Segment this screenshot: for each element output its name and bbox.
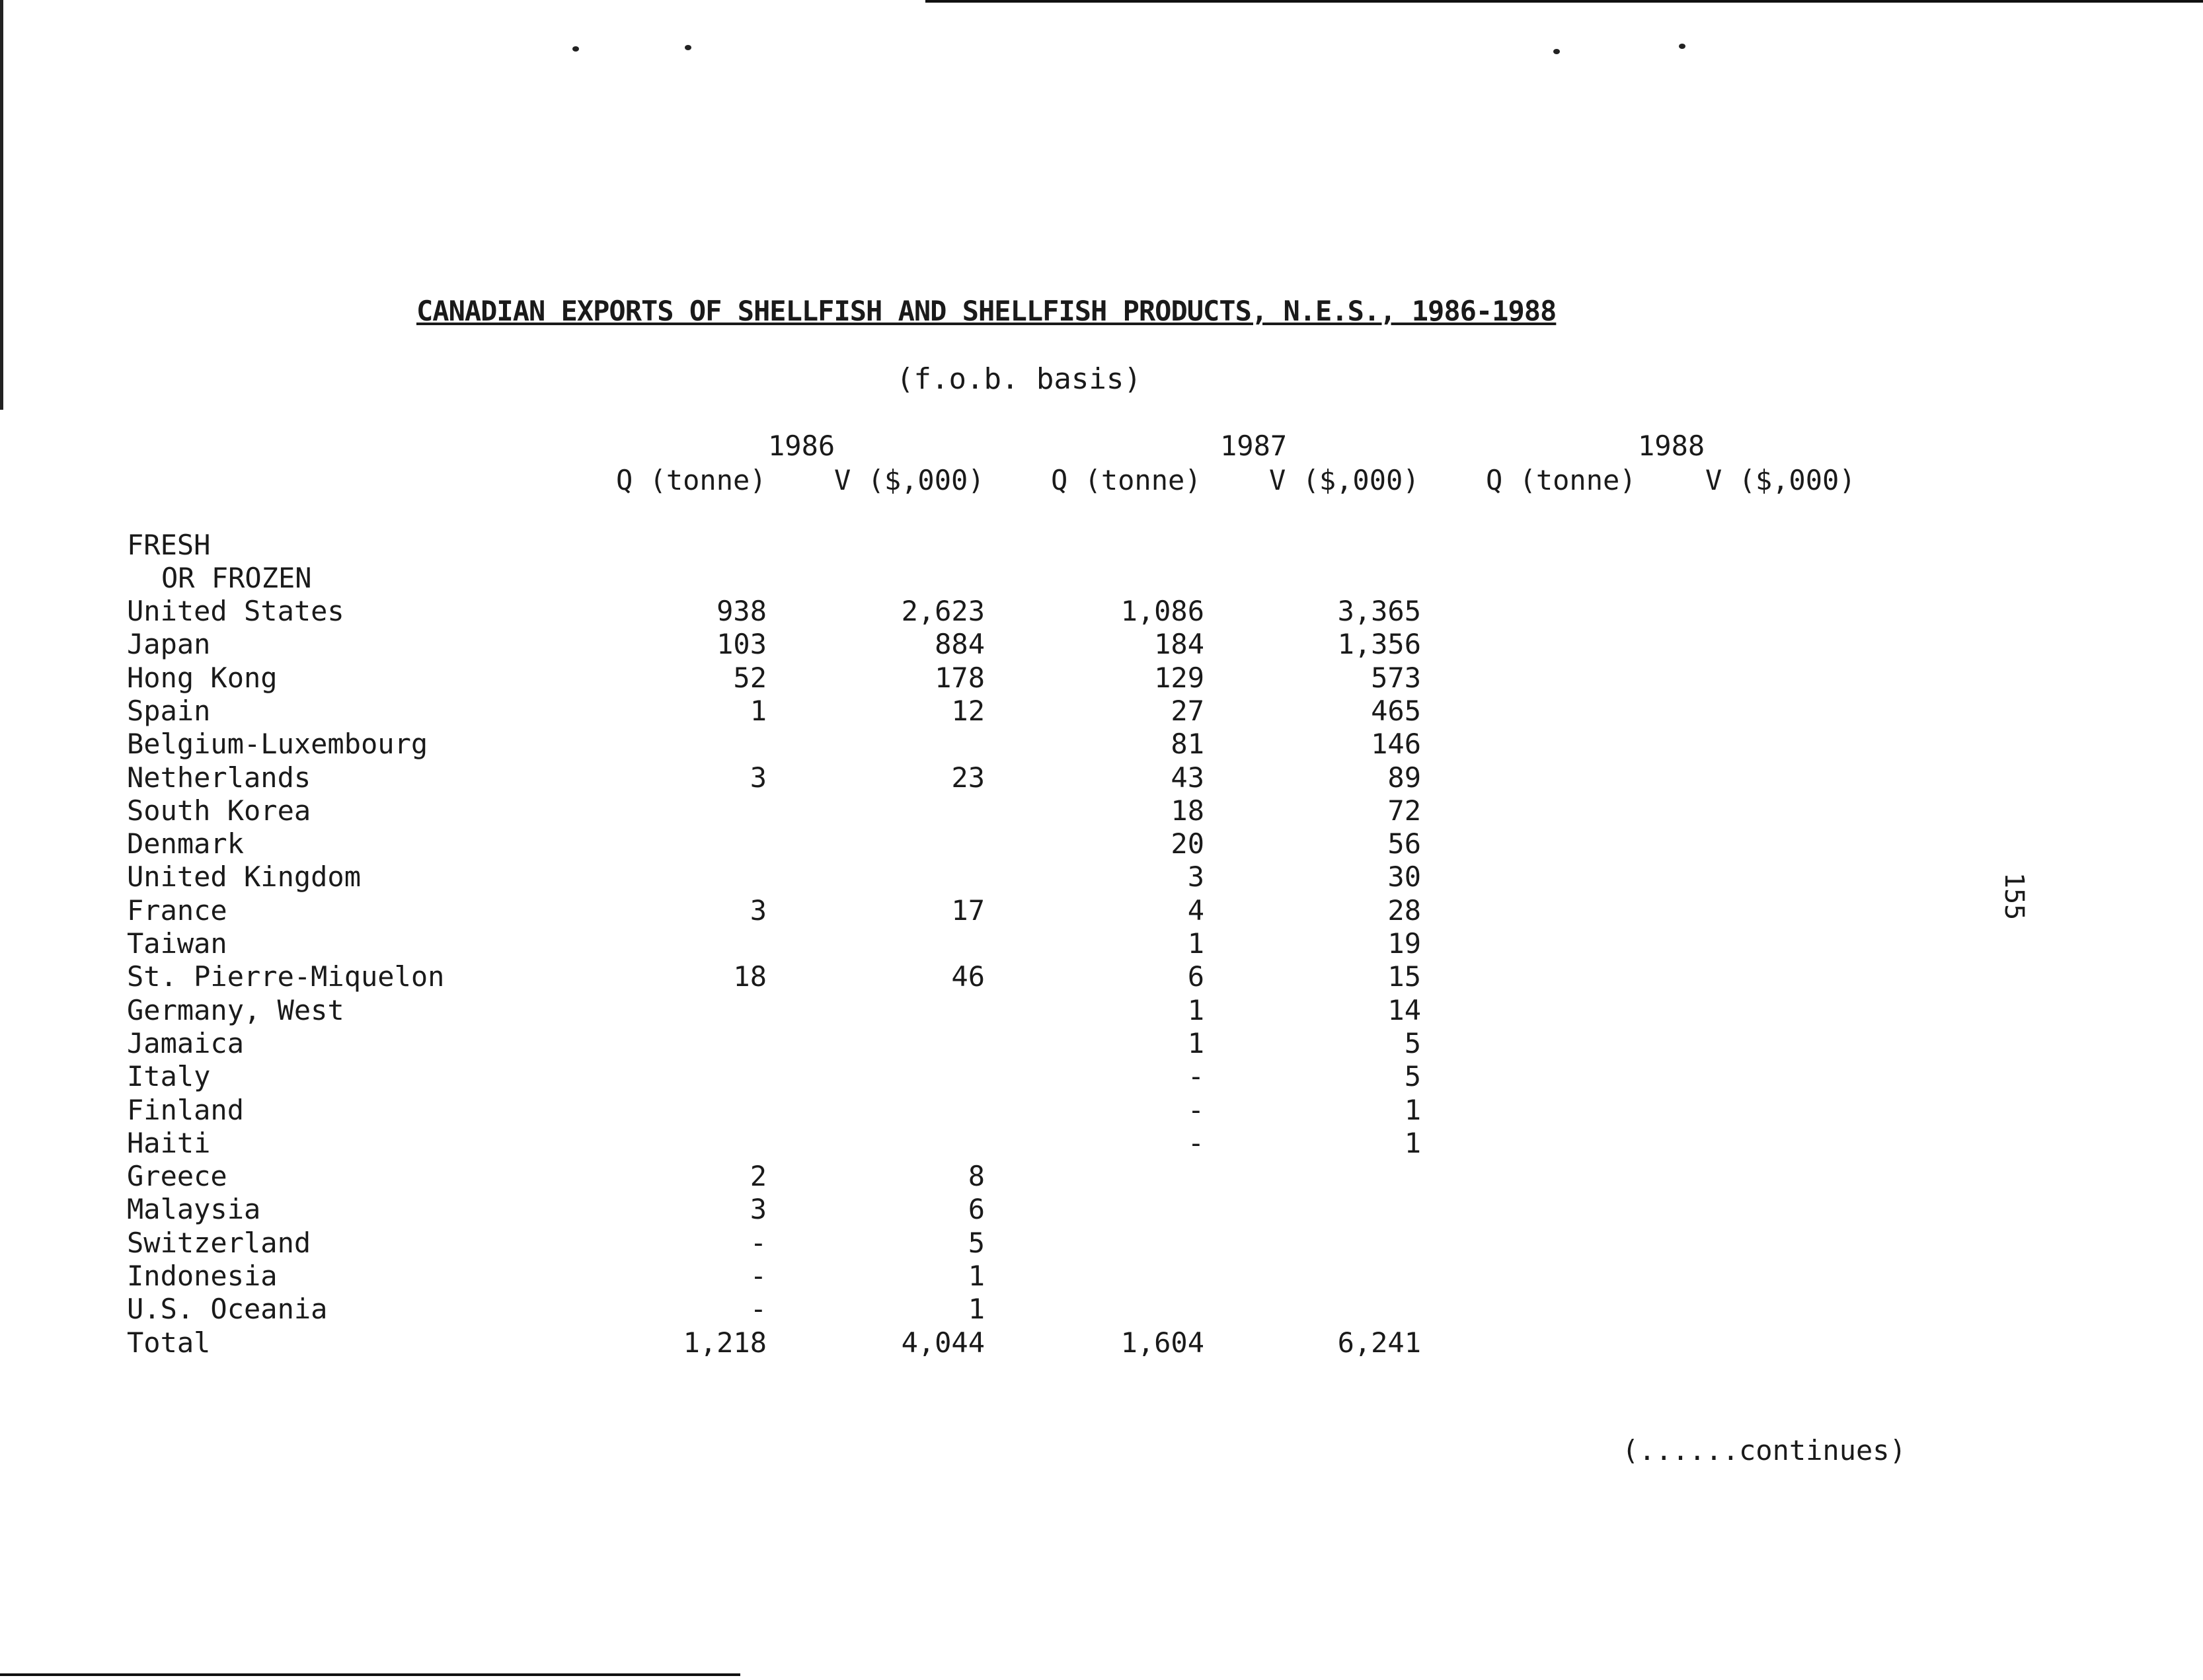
cell-v87: 1 [1404,1094,1421,1126]
row-label: Japan [127,628,211,660]
cell-q86: 1 [750,695,767,727]
row-label: Hong Kong [127,662,278,694]
row-label: Indonesia [127,1260,278,1292]
cell-v87: 5 [1404,1027,1421,1059]
row-label: Malaysia [127,1193,261,1225]
section-title-line1: FRESH [127,529,211,561]
scan-border-bottom [0,1673,740,1676]
row-label: Finland [127,1094,245,1126]
cell-q87: 6 [1187,960,1204,993]
cell-q86: 938 [716,595,767,627]
cell-q86: - [750,1260,767,1292]
cell-q87: - [1187,1127,1204,1159]
scan-border-left [0,0,3,410]
page-number: 155 [1999,872,2029,921]
cell-q87: 184 [1154,628,1204,660]
cell-q87: 81 [1171,728,1204,760]
cell-v86: 884 [935,628,985,660]
cell-v86: 23 [951,761,985,794]
cell-v86: 17 [951,894,985,927]
cell-v87: 1,356 [1337,628,1421,660]
cell-q87: - [1187,1094,1204,1126]
cell-v86: 8 [968,1160,985,1192]
cell-v86: 2,623 [901,595,985,627]
row-label: Denmark [127,827,245,860]
cell-v87: 1 [1404,1127,1421,1159]
row-label: Jamaica [127,1027,245,1059]
cell-q87: 1,086 [1120,595,1204,627]
scan-border-top [925,0,2203,3]
row-label: Italy [127,1060,211,1092]
cell-q86: 103 [716,628,767,660]
scan-speck [572,46,579,52]
cell-v87: 14 [1387,994,1421,1026]
cell-v86: 6 [968,1193,985,1225]
cell-v87: 5 [1404,1060,1421,1092]
year-header-1986: 1986 [768,430,835,462]
cell-v87: 6,241 [1337,1326,1421,1359]
row-label: Belgium-Luxembourg [127,728,428,760]
cell-q86: - [750,1293,767,1325]
cell-q87: 1 [1187,994,1204,1026]
row-label: Haiti [127,1127,211,1159]
cell-q87: 1,604 [1120,1326,1204,1359]
row-label: France [127,894,227,927]
cell-v87: 146 [1371,728,1421,760]
cell-q86: 3 [750,761,767,794]
page-subtitle: (f.o.b. basis) [896,362,1141,396]
cell-v87: 72 [1387,794,1421,827]
cell-v86: 1 [968,1293,985,1325]
cell-q87: 3 [1187,860,1204,893]
cell-q87: 18 [1171,794,1204,827]
cell-q86: 18 [733,960,767,993]
cell-v87: 573 [1371,662,1421,694]
cell-q87: 4 [1187,894,1204,927]
cell-v87: 89 [1387,761,1421,794]
cell-v86: 4,044 [901,1326,985,1359]
row-label: Netherlands [127,761,311,794]
cell-v87: 19 [1387,927,1421,960]
row-label: United Kingdom [127,860,362,893]
row-label: Germany, West [127,994,344,1026]
cell-q86: - [750,1227,767,1259]
cell-q86: 2 [750,1160,767,1192]
col-header-v-1988: V ($,000) [1705,464,1856,496]
cell-q87: 129 [1154,662,1204,694]
section-title-line2: OR FROZEN [161,562,312,594]
cell-v86: 46 [951,960,985,993]
cell-v86: 12 [951,695,985,727]
page-title: CANADIAN EXPORTS OF SHELLFISH AND SHELLFISH PRODUCTS, N.E.S., 1986-1988 [416,295,1557,327]
cell-v86: 1 [968,1260,985,1292]
col-header-v-1986: V ($,000) [834,464,985,496]
scan-speck [685,45,691,50]
cell-q86: 3 [750,1193,767,1225]
cell-q86: 3 [750,894,767,927]
col-header-q-1988: Q (tonne) [1486,464,1637,496]
year-header-1988: 1988 [1638,430,1705,462]
row-label: United States [127,595,344,627]
cell-v87: 30 [1387,860,1421,893]
cell-q87: 1 [1187,927,1204,960]
col-header-v-1987: V ($,000) [1269,464,1420,496]
cell-v87: 28 [1387,894,1421,927]
row-label: Spain [127,695,211,727]
cell-v87: 56 [1387,827,1421,860]
continues-note: (......continues) [1622,1434,1906,1467]
cell-q87: 27 [1171,695,1204,727]
cell-v86: 5 [968,1227,985,1259]
cell-q87: 1 [1187,1027,1204,1059]
row-label: St. Pierre-Miquelon [127,960,445,993]
row-label: U.S. Oceania [127,1293,328,1325]
cell-v87: 3,365 [1337,595,1421,627]
cell-q87: 43 [1171,761,1204,794]
cell-q87: - [1187,1060,1204,1092]
col-header-q-1986: Q (tonne) [616,464,767,496]
col-header-q-1987: Q (tonne) [1051,464,1202,496]
cell-v87: 465 [1371,695,1421,727]
row-label: Greece [127,1160,227,1192]
cell-q86: 1,218 [683,1326,767,1359]
row-label: Switzerland [127,1227,311,1259]
cell-q86: 52 [733,662,767,694]
scan-speck [1679,44,1685,49]
cell-v86: 178 [935,662,985,694]
year-header-1987: 1987 [1220,430,1288,462]
row-label: Taiwan [127,927,227,960]
scan-speck [1553,49,1560,54]
cell-v87: 15 [1387,960,1421,993]
row-label: South Korea [127,794,311,827]
cell-q87: 20 [1171,827,1204,860]
row-label: Total [127,1326,211,1359]
